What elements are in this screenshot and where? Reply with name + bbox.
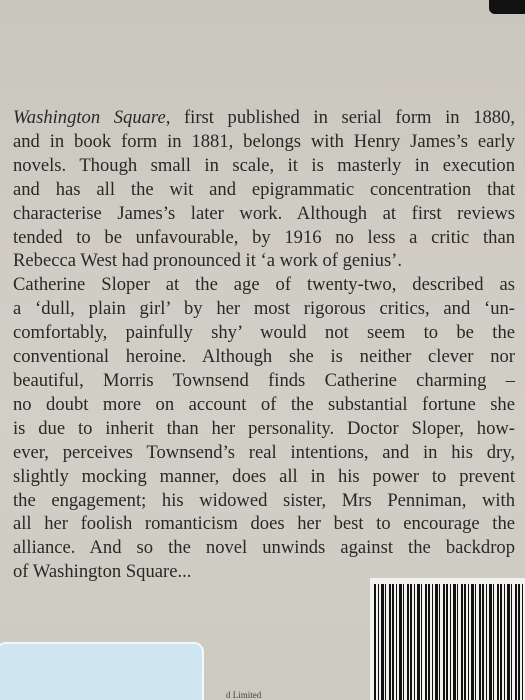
blurb-line-7: Catherine Sloper at the age of twenty-two, described as <box>13 274 515 296</box>
blurb-line-14: ever, perceives Townsend’s real intentions, and in his dry, <box>13 441 515 463</box>
blurb-line-18: alliance. And so the novel unwinds against the backdrop <box>13 537 515 559</box>
blurb-line-8: a ‘dull, plain girl’ by her most rigorous critics, and ‘un- <box>13 298 515 320</box>
barcode <box>370 578 525 700</box>
blurb-line-11: beautiful, Morris Townsend finds Catherine charming – <box>13 369 515 391</box>
blurb-line-13: is due to inherit than her personality. Doctor Sloper, how- <box>13 417 515 439</box>
price-sticker <box>0 642 204 700</box>
blurb-line-16: the engagement; his widowed sister, Mrs Penniman, with <box>13 489 515 511</box>
corner-mark <box>489 0 525 14</box>
blurb-line-12: no doubt more on account of the substantial fortune she <box>13 393 515 415</box>
blurb-line-0: Washington Square, first published in serial form in 1880, <box>13 107 515 128</box>
book-title-italic: Washington Square, <box>13 107 171 128</box>
blurb-text <box>13 106 515 584</box>
barcode-bars <box>374 584 525 700</box>
blurb-line-2: novels. Though small in scale, it is masterly in execution <box>13 154 515 176</box>
blurb-line-15: slightly mocking manner, does all in his power to prevent <box>13 465 515 487</box>
blurb-line-1: and in book form in 1881, belongs with Henry James’s early <box>13 130 515 152</box>
blurb-line-6: Rebecca West had pronounced it ‘a work of genius’. <box>13 250 403 272</box>
blurb-line-9: comfortably, painfully shy’ would not seem to be the <box>13 322 515 344</box>
publisher-fragment: d Limited <box>226 690 262 700</box>
blurb-line-4: characterise James’s later work. Although at first reviews <box>13 202 515 224</box>
blurb-line-5: tended to be unfavourable, by 1916 no less a critic than <box>13 226 515 248</box>
blurb-line-17: all her foolish romanticism does her best to encourage the <box>13 513 515 535</box>
blurb-line-10: conventional heroine. Although she is neither clever nor <box>13 346 515 368</box>
blurb-line-3: and has all the wit and epigrammatic concentration that <box>13 178 515 200</box>
blurb-line-19: of Washington Square... <box>13 561 192 583</box>
